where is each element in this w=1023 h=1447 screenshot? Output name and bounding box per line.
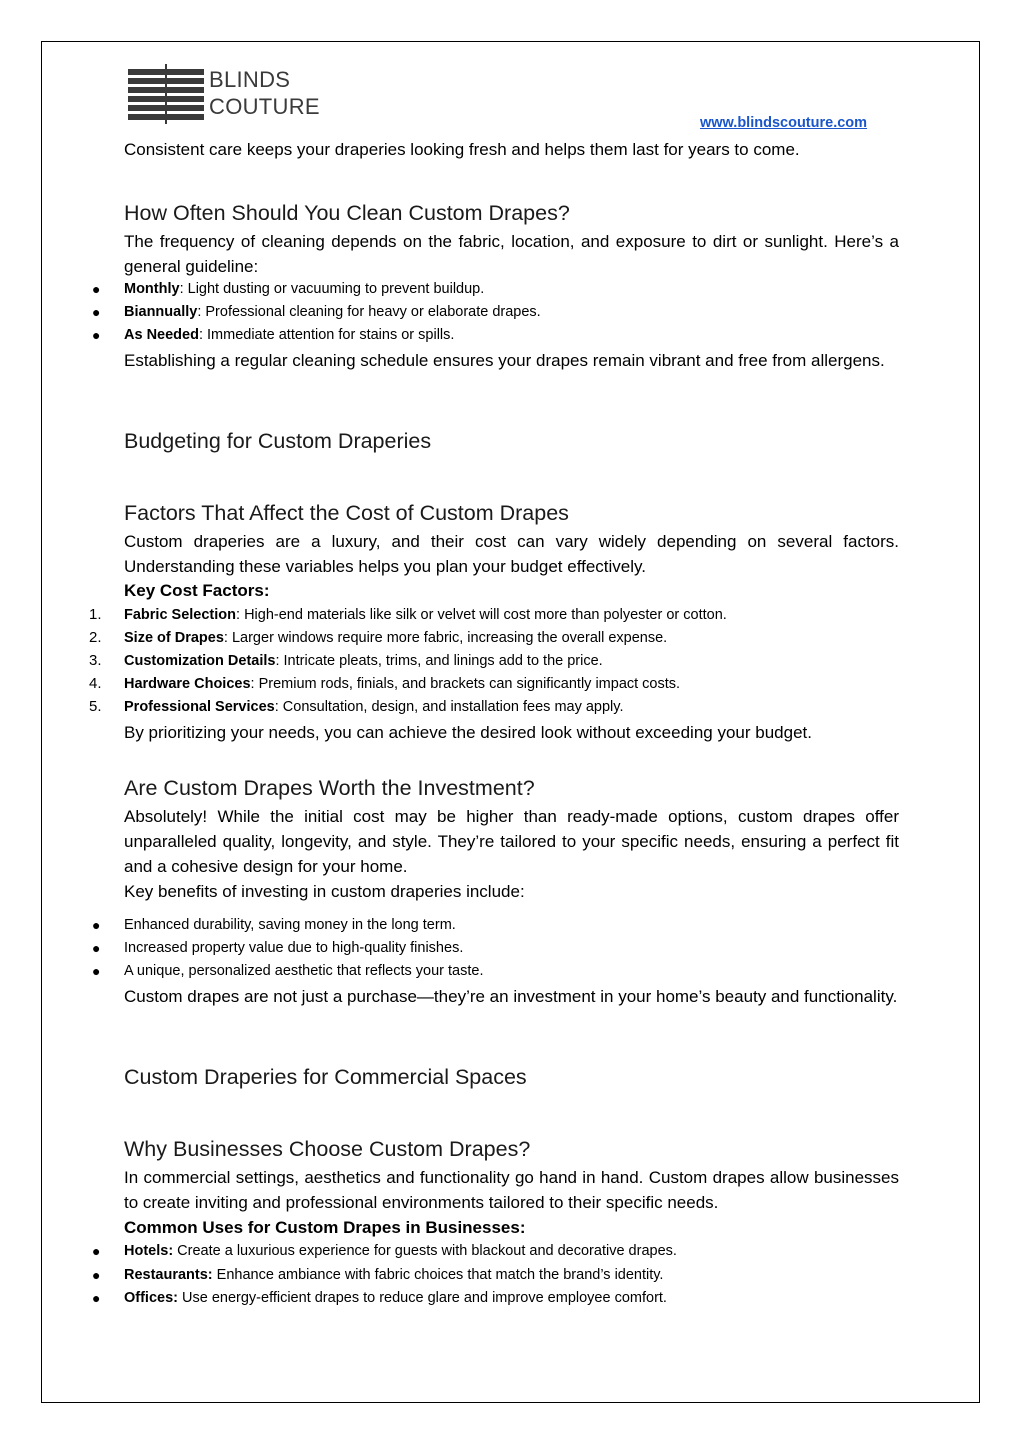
list-number: 4. [89, 675, 102, 692]
bullet-icon: ● [92, 281, 101, 297]
list-number: 3. [89, 652, 102, 669]
bullet-icon: ● [92, 327, 101, 343]
logo-line1: BLINDS [209, 67, 291, 92]
key-cost-factors-label: Key Cost Factors: [124, 581, 270, 600]
list-item: Monthly: Light dusting or vacuuming to prevent buildup. [124, 281, 485, 297]
list-item: Customization Details: Intricate pleats, trims, and linings add to the price. [124, 653, 603, 669]
businesses-body: In commercial settings, aesthetics and functionality go hand in hand. Custom drapes allow businesses to create inviting and professional environments tailored to their specific needs. [124, 1168, 899, 1212]
section-heading-businesses: Why Businesses Choose Custom Drapes? [124, 1137, 531, 1161]
blinds-logo-icon [128, 64, 204, 124]
intro-paragraph: Consistent care keeps your draperies looking fresh and helps them last for years to come. [124, 140, 800, 159]
list-item: As Needed: Immediate attention for stains or spills. [124, 327, 455, 343]
logo-line2: COUTURE [209, 94, 320, 119]
bullet-icon: ● [92, 1243, 101, 1259]
bullet-icon: ● [92, 304, 101, 320]
cleaning-body: The frequency of cleaning depends on the fabric, location, and exposure to dirt or sunlight. Here’s a general guideline: [124, 232, 899, 276]
bullet-icon: ● [92, 917, 101, 933]
investment-body: Absolutely! While the initial cost may be higher than ready-made options, custom drapes offer unparalleled quality, longevity, and style. They’re tailored to your specific needs, ensuring a perfect fit and a cohesive design for your home. [124, 807, 899, 876]
section-heading-cost-factors: Factors That Affect the Cost of Custom Drapes [124, 501, 569, 525]
list-item: Hotels: Create a luxurious experience for guests with blackout and decorative drapes. [124, 1243, 677, 1259]
logo-wordmark [209, 66, 320, 120]
list-item: Restaurants: Enhance ambiance with fabric choices that match the brand’s identity. [124, 1267, 664, 1283]
list-item: Fabric Selection: High-end materials like silk or velvet will cost more than polyester or cotton. [124, 607, 727, 623]
website-link[interactable]: www.blindscouture.com [700, 115, 868, 131]
list-item: A unique, personalized aesthetic that reflects your taste. [124, 963, 484, 979]
list-item: Size of Drapes: Larger windows require more fabric, increasing the overall expense. [124, 630, 668, 646]
cost-factors-body: Custom draperies are a luxury, and their cost can vary widely depending on several factors. Understanding these variables helps you plan your budget effectively. [124, 532, 899, 576]
list-item: Increased property value due to high-quality finishes. [124, 940, 464, 956]
list-item: Hardware Choices: Premium rods, finials, and brackets can significantly impact costs. [124, 676, 681, 692]
section-heading-commercial: Custom Draperies for Commercial Spaces [124, 1065, 527, 1089]
investment-closing: Custom drapes are not just a purchase—they’re an investment in your home’s beauty and functionality. [124, 987, 898, 1006]
list-item: Professional Services: Consultation, design, and installation fees may apply. [124, 699, 624, 715]
list-item: Biannually: Professional cleaning for heavy or elaborate drapes. [124, 304, 541, 320]
section-heading-investment: Are Custom Drapes Worth the Investment? [124, 776, 535, 800]
bullet-icon: ● [92, 1267, 101, 1283]
bullet-icon: ● [92, 963, 101, 979]
section-heading-cleaning: How Often Should You Clean Custom Drapes? [124, 201, 570, 225]
cost-factors-closing: By prioritizing your needs, you can achieve the desired look without exceeding your budget. [124, 723, 812, 742]
list-number: 2. [89, 629, 102, 646]
section-heading-budgeting: Budgeting for Custom Draperies [124, 429, 432, 453]
business-uses-label: Common Uses for Custom Drapes in Businesses: [124, 1218, 526, 1237]
list-number: 5. [89, 698, 102, 715]
list-number: 1. [89, 606, 102, 623]
list-item: Offices: Use energy-efficient drapes to reduce glare and improve employee comfort. [124, 1290, 667, 1306]
bullet-icon: ● [92, 940, 101, 956]
investment-benefits-intro: Key benefits of investing in custom draperies include: [124, 882, 525, 901]
list-item: Enhanced durability, saving money in the long term. [124, 917, 456, 933]
cleaning-closing: Establishing a regular cleaning schedule ensures your drapes remain vibrant and free from allergens. [124, 351, 885, 370]
bullet-icon: ● [92, 1290, 101, 1306]
brand-logo[interactable] [128, 64, 348, 126]
